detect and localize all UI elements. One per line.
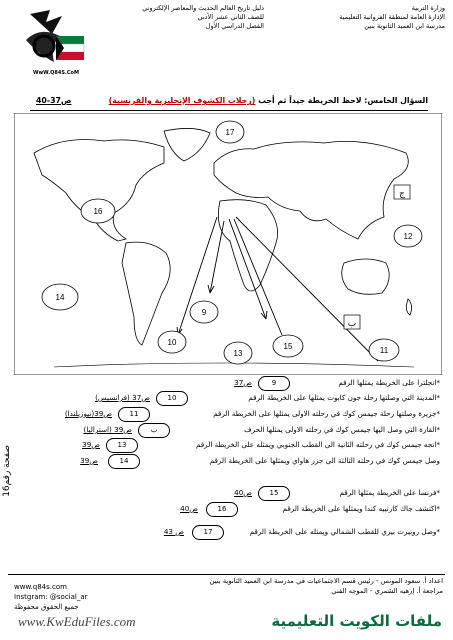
circle-label: 9: [201, 308, 207, 317]
school-line: مدرسة ابن العميد الثانوية بنين: [364, 22, 445, 30]
page-ref: ص40: [180, 504, 198, 513]
list-item: [30, 525, 440, 539]
list-item: [30, 391, 440, 405]
guide-header: [104, 4, 264, 31]
list-item: [30, 438, 440, 452]
item-text: *جزيرة وصلتها رحلة جيمس كوك في رحلته الاولى يمثلها على الخريطة الرقم: [213, 409, 440, 418]
answer-bubble: 9: [258, 376, 290, 391]
footer-rights: جميع الحقوق محفوظة: [14, 603, 79, 611]
item-text: *اتجه جيمس كوك في رحلته الثانية الى القطب الجنوبي ويمثله على الخريطة الرقم: [195, 440, 440, 449]
grade-line: للصف الثاني عشر الأدبي: [197, 13, 264, 21]
ministry-line: وزارة التربية: [411, 4, 445, 12]
answer-bubble: ب: [138, 423, 170, 438]
footer-instagram[interactable]: Instgram: @social_ar: [14, 593, 88, 601]
ministry-header: [295, 4, 445, 31]
logo-caption: WwW.Q84S.CoM: [33, 70, 79, 76]
world-map: [14, 113, 442, 375]
page-ref: ص37 (فرانسيس): [95, 393, 150, 402]
footer-reviewer: مراجعة أ. إرهيه الشمري - الموجه الفني: [331, 587, 443, 595]
question-topic: (رحلات الكشوف الإنجليزية والفرنسية): [108, 96, 256, 105]
circle-label: 12: [403, 232, 413, 241]
page-number-label: صفحة رقم16: [2, 445, 12, 497]
item-text: *وصل روبيرت بيري للقطب الشمالي ويمثله على الخريطة الرقم: [249, 527, 440, 536]
page-ref: ص40: [234, 488, 252, 497]
district-line: الإدارة العامة لمنطقة الفروانية التعليمية: [339, 13, 445, 21]
circle-label: 11: [379, 346, 389, 355]
term-line: الفصل الدراسي الأول: [205, 22, 264, 30]
answer-bubble: 17: [192, 525, 224, 540]
page-ref: ص39 (استراليا): [83, 425, 132, 434]
page-ref: ص39: [82, 440, 100, 449]
australia-shape: [342, 259, 389, 294]
answer-bubble: 13: [106, 438, 138, 453]
list-item: [30, 423, 440, 437]
circle-label: 14: [55, 293, 65, 302]
item-text: *انجلترا على الخريطة يمثلها الرقم: [338, 378, 440, 387]
page-ref: ص37: [234, 378, 252, 387]
letter-ba: ب: [347, 319, 357, 329]
footer-website[interactable]: www.q84s.com: [14, 583, 67, 591]
item-text: *القارة التي وصل اليها جيمس كوك في رحلته الاولى يمثلها الحرف: [244, 425, 440, 434]
circle-label: 17: [225, 128, 235, 137]
list-item: [30, 502, 440, 516]
question-title: [30, 96, 428, 110]
guide-title: دليل تاريخ العالم الحديث والمعاصر الإلكتروني: [142, 4, 264, 12]
circle-label: 16: [93, 207, 103, 216]
item-text: *فرنسا على الخريطة يمثلها الرقم: [339, 488, 440, 497]
circle-label: 10: [167, 338, 177, 347]
circle-label: 15: [283, 342, 293, 351]
site-logo: [20, 6, 90, 80]
title-rule: [30, 110, 428, 111]
footer-author: اعداد أ. سعود المونس - رئيس قسم الاجتماعيات في مدرسة ابن العميد الثانوية بنين: [209, 577, 443, 585]
brand-name: ملفات الكويت التعليمية: [271, 612, 442, 630]
list-item: [30, 376, 440, 390]
page-ref: ص39(نيوزيلندا): [64, 409, 112, 418]
circle-label: 13: [233, 349, 243, 358]
item-text: *اكتشف جاك كارتييه كندا ويمثلها على الخريطة الرقم: [282, 504, 440, 513]
answer-bubble: 16: [206, 502, 238, 517]
list-item: [30, 486, 440, 500]
brand-url[interactable]: www.KwEduFiles.com: [18, 614, 136, 629]
list-item: [30, 407, 440, 421]
letter-jeem: ج: [399, 189, 405, 199]
page-ref: ص39: [80, 456, 98, 465]
answer-bubble: 10: [156, 391, 188, 406]
footer-left: [14, 582, 134, 612]
question-text: السؤال الخامس: لاحظ الخريطة جيداً ثم أجب: [258, 96, 428, 105]
question-pages: ص37-40: [36, 96, 72, 105]
answer-bubble: 15: [258, 486, 290, 501]
list-item: [30, 454, 440, 468]
footer-rule: [8, 574, 445, 575]
footer-credits: [183, 576, 443, 596]
item-text: وصل جيمس كوك في رحلته الثالثة الى جزر هاواي ويمثلها على الخريطة الرقم: [209, 456, 440, 465]
answer-bubble: 11: [118, 407, 150, 422]
answer-bubble: 14: [108, 454, 140, 469]
page-ref: ص 43: [163, 527, 184, 536]
item-text: *المدينة التي وصلتها رحلة جون كابوت يمثلها على الخريطة الرقم: [248, 393, 440, 402]
